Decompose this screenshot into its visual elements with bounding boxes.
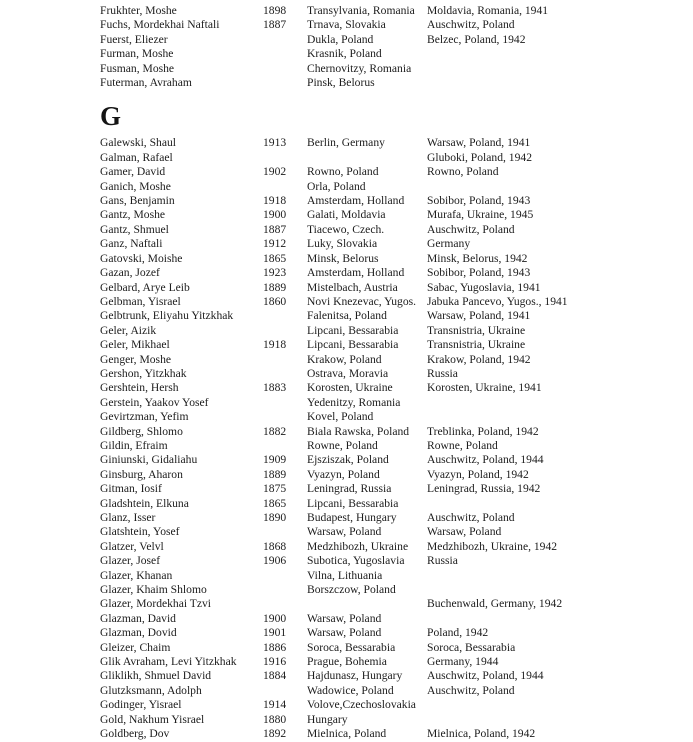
entry-birth-year [263,47,307,61]
entry-death-place-year: Korosten, Ukraine, 1941 [427,381,542,395]
entry-birthplace: Minsk, Belorus [307,251,379,265]
entry-birthplace: Lipcani, Bessarabia [307,323,399,337]
entry-row [100,165,693,179]
entry-birthplace: Biala Rawska, Poland [307,424,410,438]
entry-row [100,525,693,539]
entry-birth-year: 1923 [263,266,287,280]
entry-birthplace: Budapest, Hungary [307,511,397,524]
entry-death-place-year: Belzec, Poland, 1942 [427,32,526,46]
entry-birthplace [307,151,427,165]
entry-birth-year [263,367,307,381]
entry-birthplace: Dukla, Poland [307,32,374,46]
entry-row [100,76,693,90]
entry-name: Galman, Rafael [100,150,173,164]
entry-birth-year: 1860 [263,294,287,308]
entry-name: Gans, Benjamin [100,194,175,208]
entry-birth-year: 1890 [263,511,287,524]
entry-birthplace: Falenitsa, Poland [307,309,387,323]
entry-death-place-year: Rowno, Poland [427,165,499,179]
entry-death-place-year: Germany [427,237,471,251]
entry-name: Glazman, Dovid [100,626,177,640]
entry-row [100,713,693,727]
entry-death-place-year [427,583,693,597]
entry-birth-year [263,439,307,453]
entry-death-place-year: Sobibor, Poland, 1943 [427,194,531,208]
entry-name: Giniunski, Gidaliahu [100,453,198,467]
entry-death-place-year: Murafa, Ukraine, 1945 [427,208,534,222]
entry-birthplace: Galati, Moldavia [307,208,386,222]
entry-row [100,554,693,568]
entry-death-place-year: Sobibor, Poland, 1943 [427,266,531,280]
entry-death-place-year [427,47,693,61]
entry-row [100,569,693,583]
entry-birthplace: Hajdunasz, Hungary [307,669,403,683]
entry-row [100,583,693,597]
entry-row [100,626,693,640]
entry-row [100,453,693,467]
entry-row [100,237,693,251]
entry-birth-year: 1918 [263,338,287,352]
entry-name: Ganz, Naftali [100,237,163,251]
entry-death-place-year: Leningrad, Russia, 1942 [427,482,541,496]
entry-row [100,295,693,309]
entry-death-place-year [427,713,693,727]
entry-birth-year [263,353,307,367]
entry-name: Gantz, Shmuel [100,222,169,236]
entry-birth-year: 1909 [263,453,287,467]
entry-death-place-year: Auschwitz, Poland, 1944 [427,453,544,467]
entry-row [100,641,693,655]
entry-name: Gevirtzman, Yefim [100,410,189,424]
entry-birth-year: 1889 [263,280,287,294]
entry-name: Glatzer, Velvl [100,539,164,553]
entry-birthplace: Krasnik, Poland [307,47,382,61]
entry-birthplace: Pinsk, Belorus [307,76,375,90]
entry-row [100,511,693,525]
entry-birthplace: Amsterdam, Holland [307,266,405,280]
entry-birthplace: Vyazyn, Poland [307,467,380,481]
entry-birth-year: 1868 [263,539,287,553]
entry-name: Glazer, Khaim Shlomo [100,583,207,597]
entry-birth-year: 1902 [263,165,287,179]
entry-name: Gershtein, Hersh [100,381,179,395]
entry-death-place-year: Treblinka, Poland, 1942 [427,424,539,438]
entry-birthplace: Tiacewo, Czech. [307,222,385,236]
entry-name: Fuerst, Eliezer [100,32,168,46]
entry-name: Glatshtein, Yosef [100,525,180,539]
entry-row [100,281,693,295]
entry-birthplace: Korosten, Ukraine [307,381,393,395]
entry-birth-year: 1898 [263,4,287,17]
entry-birth-year [263,569,307,583]
entry-birthplace: Trnava, Slovakia [307,18,386,32]
entry-row [100,208,693,222]
entry-birth-year: 1883 [263,381,287,395]
entry-name: Ginsburg, Aharon [100,467,183,481]
entry-row [100,223,693,237]
entry-death-place-year [427,180,693,194]
entry-row [100,612,693,626]
entry-birth-year [263,324,307,338]
entry-birthplace [307,597,427,611]
entry-row [100,266,693,280]
entry-death-place-year [427,396,693,410]
entry-death-place-year: Warsaw, Poland, 1941 [427,136,531,150]
entry-name: Gladshtein, Elkuna [100,496,189,510]
entry-birthplace: Berlin, Germany [307,136,385,150]
entry-death-place-year: Poland, 1942 [427,626,489,640]
entry-death-place-year [427,62,693,76]
entry-birthplace: Soroca, Bessarabia [307,640,396,654]
entry-birthplace: Volove,Czechoslovakia [307,698,416,712]
entry-birthplace: Leningrad, Russia [307,482,392,496]
entry-death-place-year: Germany, 1944 [427,655,499,669]
entry-birth-year: 1913 [263,136,287,150]
entry-name: Furman, Moshe [100,47,174,61]
entry-row [100,33,693,47]
entry-death-place-year [427,76,693,90]
entry-birth-year: 1901 [263,626,287,640]
entry-birth-year: 1892 [263,727,287,741]
section-letter-heading: G [100,101,122,132]
entry-name: Ganich, Moshe [100,179,171,193]
entry-birthplace: Lipcani, Bessarabia [307,496,399,510]
entry-row [100,324,693,338]
entry-name: Gantz, Moshe [100,208,166,222]
entry-birthplace: Amsterdam, Holland [307,194,405,208]
entry-birthplace: Ejsziszak, Poland [307,453,389,467]
entry-death-place-year: Auschwitz, Poland [427,683,515,697]
entry-birth-year: 1882 [263,424,287,438]
entry-name: Goldberg, Dov [100,727,170,741]
entry-name: Glanz, Isser [100,511,156,524]
entry-birthplace: Rowno, Poland [307,165,379,179]
entry-row [100,194,693,208]
entry-birthplace: Medzhibozh, Ukraine [307,539,409,553]
entry-row [100,655,693,669]
entry-row [100,482,693,496]
entry-death-place-year: Auschwitz, Poland, 1944 [427,669,544,683]
entry-row [100,425,693,439]
entry-name: Fusman, Moshe [100,61,175,75]
entry-birth-year [263,583,307,597]
entry-name: Gildberg, Shlomo [100,424,183,438]
entry-birthplace: Orla, Poland [307,179,366,193]
entry-birthplace: Kovel, Poland [307,410,374,424]
entry-row [100,540,693,554]
entry-death-place-year: Transnistria, Ukraine [427,338,526,352]
entry-birth-year [263,410,307,424]
entry-name: Gelbman, Yisrael [100,294,181,308]
entry-row [100,338,693,352]
entry-row [100,252,693,266]
entry-name: Gamer, David [100,165,166,179]
entry-row [100,353,693,367]
entry-birth-year: 1887 [263,222,287,236]
entry-name: Gerstein, Yaakov Yosef [100,395,209,409]
entry-row [100,410,693,424]
entry-name: Genger, Moshe [100,352,172,366]
entry-birthplace: Yedenitzy, Romania [307,395,401,409]
entry-name: Gatovski, Moishe [100,251,183,265]
entry-death-place-year: Medzhibozh, Ukraine, 1942 [427,539,558,553]
entry-row [100,151,693,165]
entry-birth-year: 1884 [263,669,287,683]
entry-birth-year: 1889 [263,467,287,481]
entry-death-place-year: Transnistria, Ukraine [427,323,526,337]
entry-death-place-year: Warsaw, Poland [427,525,502,539]
entry-death-place-year [427,569,693,583]
entry-row [100,439,693,453]
entry-row [100,18,693,32]
entry-name: Gleizer, Chaim [100,640,171,654]
entry-row [100,684,693,698]
entry-birthplace: Transylvania, Romania [307,4,415,17]
entry-death-place-year: Minsk, Belorus, 1942 [427,251,528,265]
entry-birthplace: Krakow, Poland [307,352,382,366]
entry-birth-year: 1906 [263,554,287,568]
entry-death-place-year: Buchenwald, Germany, 1942 [427,597,563,611]
entry-death-place-year: Gluboki, Poland, 1942 [427,150,532,164]
entry-birthplace: Warsaw, Poland [307,626,382,640]
entry-birth-year: 1886 [263,640,287,654]
entry-death-place-year: Moldavia, Romania, 1941 [427,4,549,17]
entry-birthplace: Novi Knezevac, Yugos. [307,294,417,308]
entry-name: Gelbtrunk, Eliyahu Yitzkhak [100,309,234,323]
entry-death-place-year: Krakow, Poland, 1942 [427,352,531,366]
entry-row [100,180,693,194]
entry-death-place-year: Warsaw, Poland, 1941 [427,309,531,323]
entry-death-place-year: Auschwitz, Poland [427,222,515,236]
entry-death-place-year: Russia [427,366,458,380]
entry-birth-year [263,151,307,165]
entry-death-place-year: Rowne, Poland [427,438,498,452]
entry-birth-year: 1918 [263,194,287,208]
entry-birthplace: Vilna, Lithuania [307,568,383,582]
entry-row [100,727,693,741]
entry-birth-year [263,597,307,611]
entry-name: Gazan, Jozef [100,266,160,280]
entry-death-place-year: Jabuka Pancevo, Yugos., 1941 [427,294,568,308]
entry-death-place-year: Soroca, Bessarabia [427,640,516,654]
entry-birthplace: Mielnica, Poland [307,727,387,741]
entry-birth-year: 1914 [263,698,287,712]
entry-row [100,367,693,381]
entry-name: Geler, Aizik [100,323,157,337]
entry-row [100,698,693,712]
entry-birth-year: 1916 [263,655,287,669]
entry-death-place-year [427,497,693,511]
entry-row [100,309,693,323]
entry-row [100,62,693,76]
entry-birth-year [263,525,307,539]
entry-birth-year: 1887 [263,18,287,32]
entry-birthplace: Warsaw, Poland [307,611,382,625]
entry-name: Gildin, Efraim [100,438,168,452]
entry-birth-year: 1900 [263,611,287,625]
entry-row [100,597,693,611]
entry-birth-year: 1865 [263,496,287,510]
entry-name: Galewski, Shaul [100,136,176,150]
entry-death-place-year [427,612,693,626]
entry-name: Fuchs, Mordekhai Naftali [100,18,220,32]
entry-birthplace: Rowne, Poland [307,438,378,452]
entry-birth-year [263,309,307,323]
entry-death-place-year: Auschwitz, Poland [427,18,515,32]
entry-name: Gitman, Iosif [100,482,162,496]
entry-birthplace: Chernovitzy, Romania [307,61,412,75]
entry-death-place-year: Sabac, Yugoslavia, 1941 [427,280,541,294]
entry-birthplace: Ostrava, Moravia [307,366,389,380]
entry-row [100,4,693,18]
entry-birthplace: Lipcani, Bessarabia [307,338,399,352]
entry-birthplace: Borszczow, Poland [307,583,396,597]
entry-birth-year [263,684,307,698]
entry-birth-year: 1912 [263,237,287,251]
entry-row [100,381,693,395]
entry-death-place-year: Auschwitz, Poland [427,511,515,524]
entry-name: Gold, Nakhum Yisrael [100,712,205,726]
entry-birth-year [263,76,307,90]
entry-birth-year: 1865 [263,251,287,265]
entry-name: Glazer, Josef [100,554,161,568]
entry-birth-year [263,33,307,47]
entry-death-place-year: Mielnica, Poland, 1942 [427,727,536,741]
entry-birthplace: Subotica, Yugoslavia [307,554,405,568]
entry-name: Glik Avraham, Levi Yitzkhak [100,655,237,669]
entry-row [100,47,693,61]
entry-birth-year [263,396,307,410]
entry-birthplace: Hungary [307,712,348,726]
entry-death-place-year: Russia [427,554,458,568]
entry-name: Frukhter, Moshe [100,4,177,17]
entry-birthplace: Mistelbach, Austria [307,280,398,294]
entry-name: Gliklikh, Shmuel David [100,669,212,683]
entry-name: Gelbard, Arye Leib [100,280,190,294]
entry-birth-year: 1875 [263,482,287,496]
entry-death-place-year [427,698,693,712]
entry-birthplace: Prague, Bohemia [307,655,387,669]
entry-name: Glazer, Mordekhai Tzvi [100,597,212,611]
entry-row [100,468,693,482]
entry-birth-year: 1900 [263,208,287,222]
entry-birth-year: 1880 [263,712,287,726]
entry-name: Futerman, Avraham [100,76,192,90]
entry-row [100,669,693,683]
entry-birthplace: Warsaw, Poland [307,525,382,539]
entry-row [100,136,693,150]
entry-name: Gershon, Yitzkhak [100,366,187,380]
entry-name: Glazer, Khanan [100,568,173,582]
entry-birth-year [263,62,307,76]
entry-death-place-year: Vyazyn, Poland, 1942 [427,467,529,481]
entry-name: Glutzksmann, Adolph [100,683,202,697]
entry-name: Godinger, Yisrael [100,698,182,712]
entry-birth-year [263,180,307,194]
entry-row [100,396,693,410]
entry-name: Geler, Mikhael [100,338,170,352]
entry-birthplace: Wadowice, Poland [307,683,394,697]
entry-death-place-year [427,410,693,424]
entry-row [100,497,693,511]
entry-name: Glazman, David [100,611,176,625]
entry-birthplace: Luky, Slovakia [307,237,378,251]
